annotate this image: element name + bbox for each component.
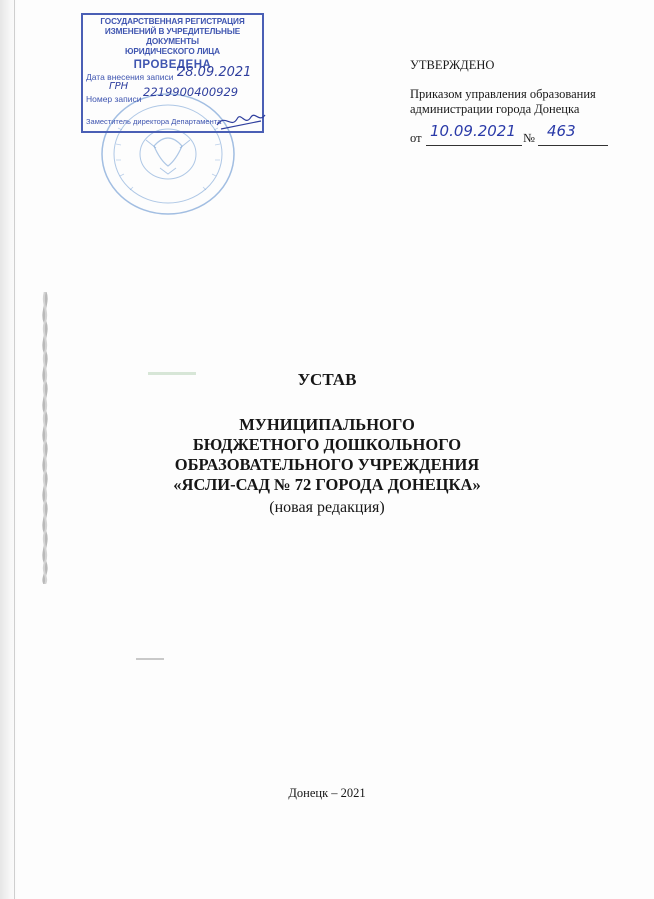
approval-order-line: Приказом управления образования [410,87,596,101]
stamp-date-label: Дата внесения записи [86,72,174,82]
registration-stamp [81,13,264,133]
approval-date-value: 10.09.2021 [430,122,516,140]
stamp-status: ПРОВЕДЕНА [133,59,212,71]
organization-name-line: МУНИЦИПАЛЬНОГО [239,415,415,434]
stamp-title-line: ИЗМЕНЕНИЙ В УЧРЕДИТЕЛЬНЫЕ ДОКУМЕНТЫ [104,27,241,46]
stamp-title [83,17,262,57]
approval-number-underline [538,145,608,146]
approval-number-value: 463 [547,122,576,140]
approval-date-underline [426,145,522,146]
approval-number-sign: № [523,131,535,145]
edition-note: (новая редакция) [269,499,385,516]
stamp-number-label: Номер записи [86,94,142,104]
approval-from-label: от [410,131,422,145]
organization-name-line: ОБРАЗОВАТЕЛЬНОГО УЧРЕЖДЕНИЯ [174,455,480,474]
stamp-title-line: ГОСУДАРСТВЕННАЯ РЕГИСТРАЦИЯ [100,17,245,26]
organization-name [0,415,654,495]
scan-mark [136,658,164,660]
approval-date-line [410,122,576,146]
document-heading: УСТАВ [297,370,357,389]
stamp-signer-label: Заместитель директора Департамента [86,117,222,126]
stamp-title-line: ЮРИДИЧЕСКОГО ЛИЦА [125,47,220,56]
organization-name-line: БЮДЖЕТНОГО ДОШКОЛЬНОГО [192,435,462,454]
place-year: Донецк – 2021 [288,786,366,800]
stamp-grn-label: ГРН [109,81,129,92]
organization-name-line: «ЯСЛИ-САД № 72 ГОРОДА ДОНЕЦКА» [173,475,481,494]
stamp-signature [215,107,267,133]
approval-authority-line: администрации города Донецка [410,102,580,116]
stamp-date-value: 28.09.2021 [177,65,252,80]
approved-label: УТВЕРЖДЕНО [410,58,495,72]
stamp-number-value: 2219900400929 [143,85,239,99]
